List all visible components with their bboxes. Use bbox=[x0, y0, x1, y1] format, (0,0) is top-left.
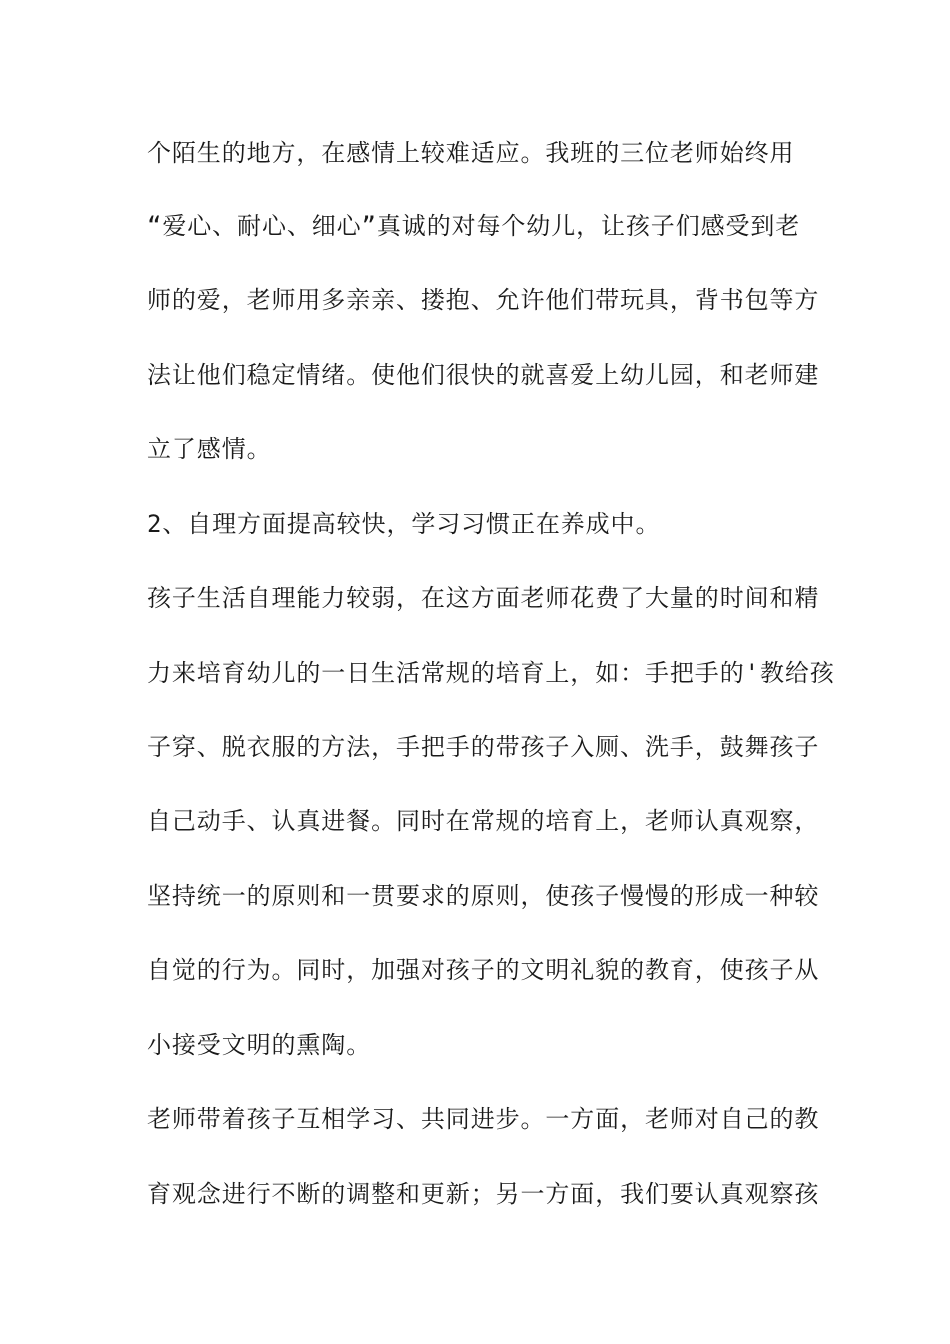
text-line: 自觉的行为。同时，加强对孩子的文明礼貌的教育，使孩子从 bbox=[147, 956, 820, 984]
text-line: 师的爱，老师用多亲亲、搂抱、允许他们带玩具，背书包等方 bbox=[147, 286, 820, 314]
text-line: 老师带着孩子互相学习、共同进步。一方面，老师对自己的教 bbox=[147, 1105, 820, 1133]
text-line: 个陌生的地方，在感情上较难适应。我班的三位老师始终用 bbox=[147, 139, 795, 167]
text-line: 自己动手、认真进餐。同时在常规的培育上，老师认真观察， bbox=[147, 807, 820, 835]
text-line: 坚持统一的原则和一贯要求的原则，使孩子慢慢的形成一种较 bbox=[147, 882, 820, 910]
text-line: 法让他们稳定情绪。使他们很快的就喜爱上幼儿园，和老师建 bbox=[147, 361, 820, 389]
text-line: 力来培育幼儿的一日生活常规的培育上，如：手把手的'教给孩 bbox=[147, 659, 835, 687]
section-heading: 2、自理方面提高较快，学习习惯正在养成中。 bbox=[147, 510, 661, 538]
text-line: 子穿、脱衣服的方法，手把手的带孩子入厕、洗手，鼓舞孩子 bbox=[147, 733, 820, 761]
text-line: “爱心、耐心、细心”真诚的对每个幼儿，让孩子们感受到老 bbox=[147, 212, 801, 240]
text-line: 孩子生活自理能力较弱，在这方面老师花费了大量的时间和精 bbox=[147, 584, 820, 612]
text-line: 立了感情。 bbox=[147, 435, 272, 463]
text-line: 小接受文明的熏陶。 bbox=[147, 1031, 372, 1059]
text-line: 育观念进行不断的调整和更新；另一方面，我们要认真观察孩 bbox=[147, 1180, 820, 1208]
